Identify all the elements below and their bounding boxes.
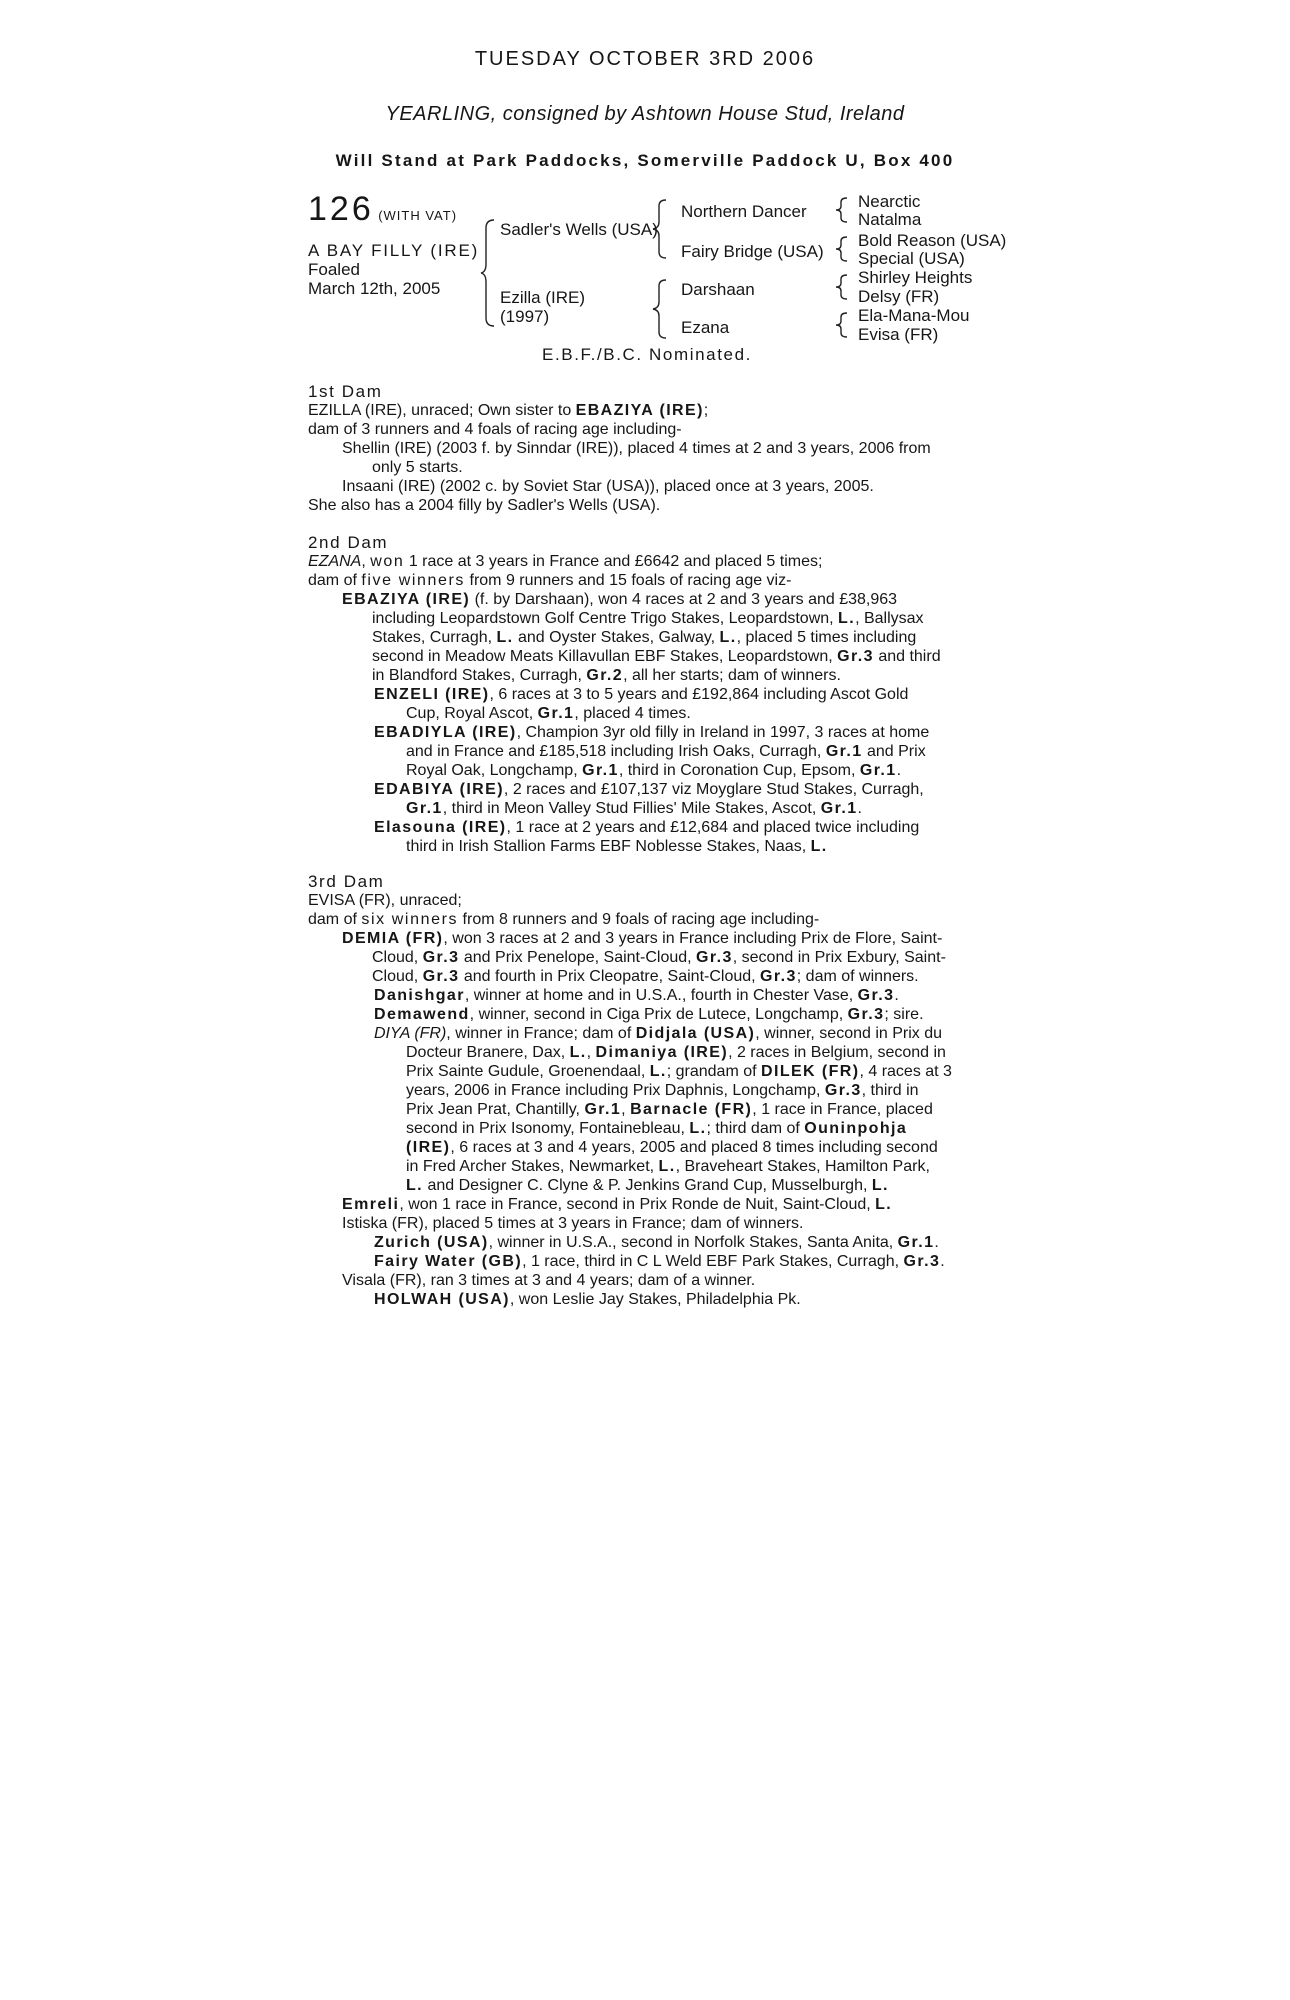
lot-heading: [308, 190, 457, 229]
stand-location: Will Stand at Park Paddocks, Somerville Paddock U, Box 400: [335, 151, 955, 170]
ancestor-name: Bold Reason (USA): [858, 231, 1007, 250]
progeny-entry: (IRE), 6 races at 3 and 4 years, 2005 and placed 8 times including second: [406, 1139, 938, 1156]
sale-date: TUESDAY OCTOBER 3RD 2006: [474, 48, 816, 70]
brace-icon: [834, 235, 852, 263]
progeny-entry: second in Meadow Meats Killavullan EBF Stakes, Leopardstown, Gr.3 and third: [372, 648, 941, 665]
progeny-entry: Royal Oak, Longchamp, Gr.1, third in Coronation Cup, Epsom, Gr.1.: [406, 762, 902, 779]
dam-year: (1997): [500, 307, 550, 326]
progeny-entry: Shellin (IRE) (2003 f. by Sinndar (IRE)), placed 4 times at 2 and 3 years, 2006 from: [342, 440, 931, 457]
third-dam-section: [308, 872, 1008, 1309]
dam-summary: EZANA, won 1 race at 3 years in France and £6642 and placed 5 times;: [308, 553, 823, 570]
vat-note: (WITH VAT): [378, 208, 458, 223]
second-dam-section: [308, 533, 1008, 856]
progeny-entry: EBAZIYA (IRE) (f. by Darshaan), won 4 races at 2 and 3 years and £38,963: [342, 591, 898, 608]
brace-icon: [834, 196, 852, 224]
progeny-entry: DEMIA (FR), won 3 races at 2 and 3 years in France including Prix de Flore, Saint-: [342, 930, 943, 947]
progeny-entry: Cup, Royal Ascot, Gr.1, placed 4 times.: [406, 705, 691, 722]
progeny-entry: Cloud, Gr.3 and Prix Penelope, Saint-Cloud, Gr.3, second in Prix Exbury, Saint-: [372, 949, 946, 966]
progeny-entry: in Blandford Stakes, Curragh, Gr.2, all her starts; dam of winners.: [372, 667, 841, 684]
section-heading: 2nd Dam: [308, 533, 389, 552]
ancestor-name: Nearctic: [858, 192, 921, 211]
progeny-entry: DIYA (FR), winner in France; dam of Didjala (USA), winner, second in Prix du: [374, 1025, 943, 1042]
progeny-entry: Fairy Water (GB), 1 race, third in C L Weld EBF Park Stakes, Curragh, Gr.3.: [374, 1253, 945, 1270]
progeny-entry: HOLWAH (USA), won Leslie Jay Stakes, Philadelphia Pk.: [374, 1291, 801, 1308]
brace-icon: [652, 278, 672, 340]
dam-sire-name: Darshaan: [681, 280, 755, 299]
progeny-entry: Prix Jean Prat, Chantilly, Gr.1, Barnacle (FR), 1 race in France, placed: [406, 1101, 933, 1118]
dam-record: dam of 3 runners and 4 foals of racing age including-: [308, 421, 682, 438]
progeny-entry: EBADIYLA (IRE), Champion 3yr old filly in Ireland in 1997, 3 races at home: [374, 724, 930, 741]
lot-name: A BAY FILLY (IRE): [308, 241, 480, 260]
ancestor-name: Special (USA): [858, 249, 965, 268]
progeny-entry: in Fred Archer Stakes, Newmarket, L., Braveheart Stakes, Hamilton Park,: [406, 1158, 930, 1175]
ancestor-name: Delsy (FR): [858, 287, 940, 306]
progeny-note: She also has a 2004 filly by Sadler's Wells (USA).: [308, 497, 661, 514]
brace-icon: [834, 273, 852, 301]
progeny-entry: Elasouna (IRE), 1 race at 2 years and £12,684 and placed twice including: [374, 819, 920, 836]
sire-dam-name: Fairy Bridge (USA): [681, 242, 824, 261]
first-dam-section: [308, 382, 1008, 515]
progeny-entry: Istiska (FR), placed 5 times at 3 years in France; dam of winners.: [342, 1215, 804, 1232]
progeny-entry: third in Irish Stallion Farms EBF Noblesse Stakes, Naas, L.: [406, 838, 828, 855]
progeny-entry: Visala (FR), ran 3 times at 3 and 4 years; dam of a winner.: [342, 1272, 756, 1289]
dam-summary: EZILLA (IRE), unraced; Own sister to EBAZIYA (IRE);: [308, 402, 709, 419]
foaled-label: Foaled: [308, 260, 360, 279]
progeny-entry: ENZELI (IRE), 6 races at 3 to 5 years and £192,864 including Ascot Gold: [374, 686, 909, 703]
dam-dam-name: Ezana: [681, 318, 730, 337]
section-heading: 1st Dam: [308, 382, 383, 401]
progeny-entry: and in France and £185,518 including Irish Oaks, Curragh, Gr.1 and Prix: [406, 743, 926, 760]
dam-summary: EVISA (FR), unraced;: [308, 892, 462, 909]
brace-icon: [480, 218, 500, 328]
foaled-date: March 12th, 2005: [308, 279, 441, 298]
sire-name: Sadler's Wells (USA): [500, 220, 658, 239]
progeny-entry: Demawend, winner, second in Ciga Prix de Lutece, Longchamp, Gr.3; sire.: [374, 1006, 924, 1023]
progeny-entry: Gr.1, third in Meon Valley Stud Fillies' Mile Stakes, Ascot, Gr.1.: [406, 800, 862, 817]
progeny-entry: EDABIYA (IRE), 2 races and £107,137 viz Moyglare Stud Stakes, Curragh,: [374, 781, 924, 798]
progeny-entry: Emreli, won 1 race in France, second in Prix Ronde de Nuit, Saint-Cloud, L.: [342, 1196, 893, 1213]
progeny-entry: L. and Designer C. Clyne & P. Jenkins Grand Cup, Musselburgh, L.: [406, 1177, 889, 1194]
ancestor-name: Evisa (FR): [858, 325, 939, 344]
progeny-entry: Insaani (IRE) (2002 c. by Soviet Star (USA)), placed once at 3 years, 2005.: [342, 478, 874, 495]
ancestor-name: Natalma: [858, 210, 922, 229]
progeny-entry: Prix Sainte Gudule, Groenendaal, L.; grandam of DILEK (FR), 4 races at 3: [406, 1063, 952, 1080]
progeny-entry: second in Prix Isonomy, Fontainebleau, L.; third dam of Ouninpohja: [406, 1120, 908, 1137]
ancestor-name: Shirley Heights: [858, 268, 973, 287]
progeny-entry: Docteur Branere, Dax, L., Dimaniya (IRE), 2 races in Belgium, second in: [406, 1044, 946, 1061]
dam-record: dam of five winners from 9 runners and 15 foals of racing age viz-: [308, 572, 792, 589]
progeny-entry: Cloud, Gr.3 and fourth in Prix Cleopatre, Saint-Cloud, Gr.3; dam of winners.: [372, 968, 919, 985]
progeny-entry: Stakes, Curragh, L. and Oyster Stakes, Galway, L., placed 5 times including: [372, 629, 917, 646]
progeny-entry: Zurich (USA), winner in U.S.A., second in Norfolk Stakes, Santa Anita, Gr.1.: [374, 1234, 939, 1251]
consignment-line: YEARLING, consigned by Ashtown House Stud, Ireland: [385, 103, 905, 125]
progeny-entry: years, 2006 in France including Prix Daphnis, Longchamp, Gr.3, third in: [406, 1082, 919, 1099]
dam-name: Ezilla (IRE): [500, 288, 586, 307]
progeny-entry: only 5 starts.: [372, 459, 463, 476]
lot-number: 126: [308, 190, 374, 228]
progeny-entry: Danishgar, winner at home and in U.S.A., fourth in Chester Vase, Gr.3.: [374, 987, 899, 1004]
sire-sire-name: Northern Dancer: [681, 202, 807, 221]
brace-icon: [834, 311, 852, 339]
nomination-note: E.B.F./B.C. Nominated.: [542, 345, 752, 364]
ancestor-name: Ela-Mana-Mou: [858, 306, 970, 325]
dam-record: dam of six winners from 8 runners and 9 foals of racing age including-: [308, 911, 820, 928]
progeny-entry: including Leopardstown Golf Centre Trigo Stakes, Leopardstown, L., Ballysax: [372, 610, 924, 627]
section-heading: 3rd Dam: [308, 872, 385, 891]
